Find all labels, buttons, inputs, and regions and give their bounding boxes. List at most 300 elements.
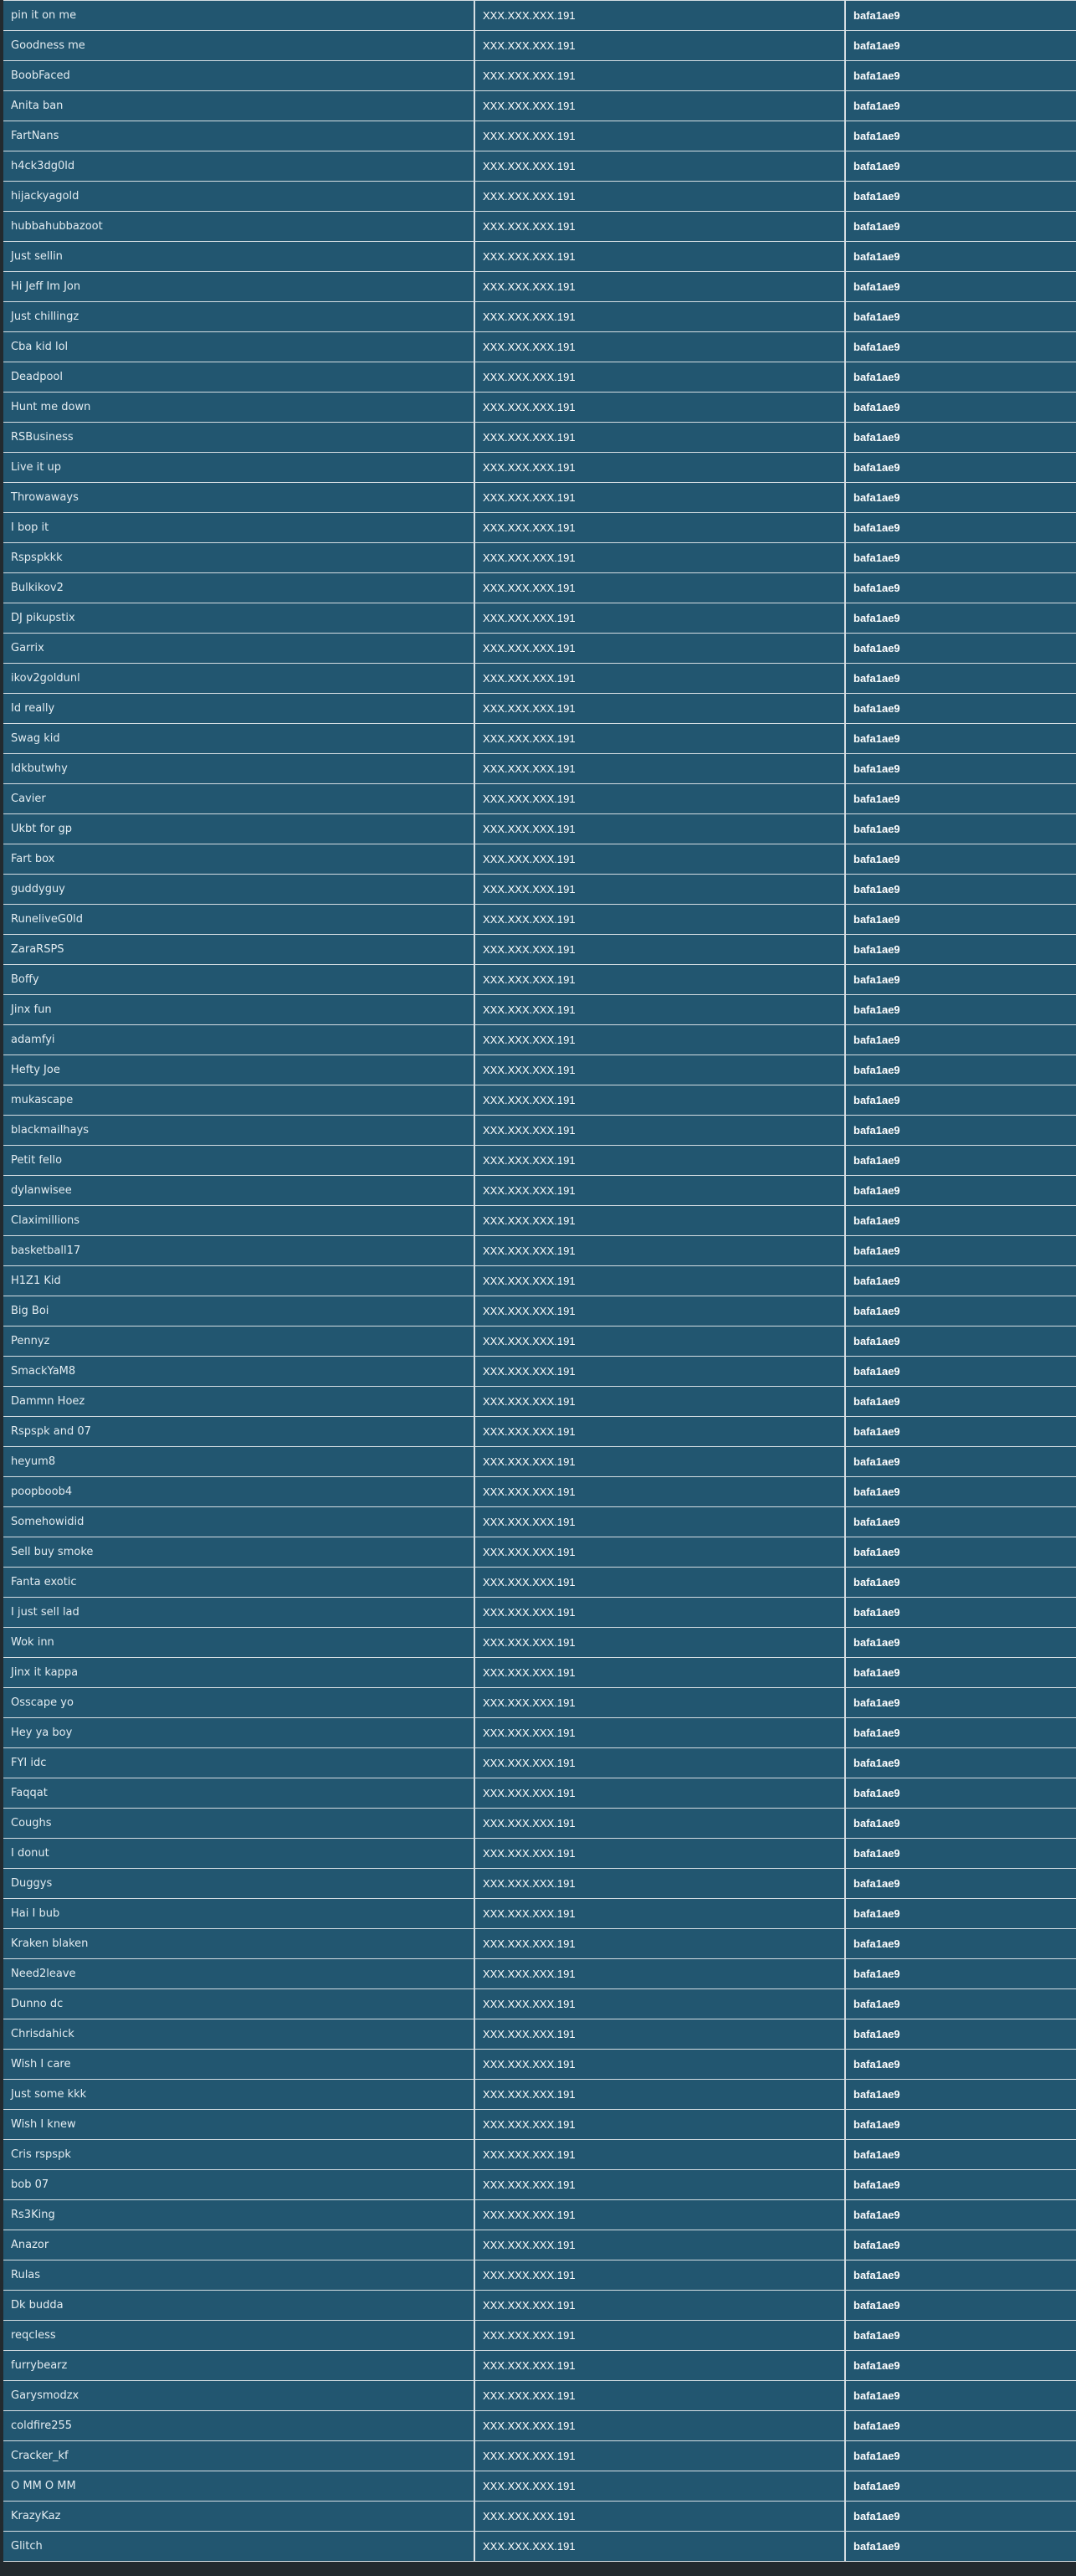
ip-address-cell: XXX.XXX.XXX.191 [474,1025,845,1055]
ip-address-cell: XXX.XXX.XXX.191 [474,1417,845,1447]
username-cell: Idkbutwhy [3,754,474,784]
ip-address-cell: XXX.XXX.XXX.191 [474,1778,845,1809]
username-cell: Hey ya boy [3,1718,474,1748]
username-cell: Anita ban [3,91,474,121]
hash-cell: bafa1ae9 [845,543,1076,573]
hash-cell: bafa1ae9 [845,2080,1076,2110]
ip-address-cell: XXX.XXX.XXX.191 [474,1296,845,1326]
table-row [3,2351,1076,2381]
ip-address-cell: XXX.XXX.XXX.191 [474,302,845,332]
username-cell: heyum8 [3,1447,474,1477]
hash-cell: bafa1ae9 [845,1598,1076,1628]
ip-address-cell: XXX.XXX.XXX.191 [474,1085,845,1116]
table-row [3,1748,1076,1778]
hash-cell: bafa1ae9 [845,1266,1076,1296]
table-row [3,2321,1076,2351]
table-row [3,965,1076,995]
hash-cell: bafa1ae9 [845,1447,1076,1477]
hash-cell: bafa1ae9 [845,2381,1076,2411]
ip-address-cell: XXX.XXX.XXX.191 [474,2200,845,2230]
ip-address-cell: XXX.XXX.XXX.191 [474,393,845,423]
username-cell: Wok inn [3,1628,474,1658]
hash-cell: bafa1ae9 [845,2140,1076,2170]
hash-cell: bafa1ae9 [845,1116,1076,1146]
username-cell: guddyguy [3,875,474,905]
ip-address-cell: XXX.XXX.XXX.191 [474,754,845,784]
ip-address-cell: XXX.XXX.XXX.191 [474,1568,845,1598]
table-row [3,1236,1076,1266]
username-cell: reqcless [3,2321,474,2351]
hash-cell: bafa1ae9 [845,242,1076,272]
ip-address-cell: XXX.XXX.XXX.191 [474,423,845,453]
hash-cell: bafa1ae9 [845,332,1076,362]
hash-cell: bafa1ae9 [845,664,1076,694]
username-cell: ZaraRSPS [3,935,474,965]
table-row [3,2170,1076,2200]
hash-cell: bafa1ae9 [845,2110,1076,2140]
username-cell: Cris rspspk [3,2140,474,2170]
ip-address-cell: XXX.XXX.XXX.191 [474,1989,845,2019]
hash-cell: bafa1ae9 [845,603,1076,634]
ip-address-cell: XXX.XXX.XXX.191 [474,1326,845,1357]
ip-address-cell: XXX.XXX.XXX.191 [474,1688,845,1718]
ip-address-cell: XXX.XXX.XXX.191 [474,1116,845,1146]
ip-address-cell: XXX.XXX.XXX.191 [474,1598,845,1628]
username-cell: Fart box [3,844,474,875]
username-cell: Garrix [3,634,474,664]
ip-address-cell: XXX.XXX.XXX.191 [474,875,845,905]
hash-cell: bafa1ae9 [845,754,1076,784]
username-cell: Fanta exotic [3,1568,474,1598]
table-row [3,1116,1076,1146]
table-row [3,905,1076,935]
username-cell: blackmailhays [3,1116,474,1146]
ip-address-cell: XXX.XXX.XXX.191 [474,1718,845,1748]
ip-address-cell: XXX.XXX.XXX.191 [474,2260,845,2291]
table-row [3,1989,1076,2019]
ip-address-cell: XXX.XXX.XXX.191 [474,2291,845,2321]
table-row [3,2502,1076,2532]
table-row [3,31,1076,61]
username-cell: Dammn Hoez [3,1387,474,1417]
ip-address-cell: XXX.XXX.XXX.191 [474,2080,845,2110]
username-cell: Bulkikov2 [3,573,474,603]
username-cell: Live it up [3,453,474,483]
hash-cell: bafa1ae9 [845,1085,1076,1116]
ip-address-cell: XXX.XXX.XXX.191 [474,664,845,694]
ip-address-cell: XXX.XXX.XXX.191 [474,1537,845,1568]
username-cell: Wish I care [3,2050,474,2080]
table-row [3,2050,1076,2080]
ip-address-cell: XXX.XXX.XXX.191 [474,634,845,664]
hash-cell: bafa1ae9 [845,2441,1076,2471]
username-cell: Garysmodzx [3,2381,474,2411]
ip-address-cell: XXX.XXX.XXX.191 [474,995,845,1025]
ip-address-cell: XXX.XXX.XXX.191 [474,151,845,182]
username-cell: H1Z1 Kid [3,1266,474,1296]
table-row [3,212,1076,242]
ip-address-cell: XXX.XXX.XXX.191 [474,2441,845,2471]
ip-address-cell: XXX.XXX.XXX.191 [474,1447,845,1477]
username-cell: Coughs [3,1809,474,1839]
table-row [3,2441,1076,2471]
username-cell: Claximillions [3,1206,474,1236]
ip-address-cell: XXX.XXX.XXX.191 [474,121,845,151]
hash-cell: bafa1ae9 [845,1,1076,31]
table-row [3,995,1076,1025]
username-cell: Rspspkkk [3,543,474,573]
ip-address-cell: XXX.XXX.XXX.191 [474,453,845,483]
table-row [3,875,1076,905]
ip-address-cell: XXX.XXX.XXX.191 [474,2532,845,2562]
hash-cell: bafa1ae9 [845,573,1076,603]
hash-cell: bafa1ae9 [845,31,1076,61]
ip-address-cell: XXX.XXX.XXX.191 [474,2321,845,2351]
hash-cell: bafa1ae9 [845,1929,1076,1959]
hash-cell: bafa1ae9 [845,2050,1076,2080]
ip-address-cell: XXX.XXX.XXX.191 [474,1658,845,1688]
table-row [3,724,1076,754]
username-cell: Rs3King [3,2200,474,2230]
hash-cell: bafa1ae9 [845,2411,1076,2441]
ip-address-cell: XXX.XXX.XXX.191 [474,1748,845,1778]
table-row [3,1778,1076,1809]
ip-address-cell: XXX.XXX.XXX.191 [474,2050,845,2080]
ip-address-cell: XXX.XXX.XXX.191 [474,1,845,31]
table-row [3,1718,1076,1748]
username-cell: Pennyz [3,1326,474,1357]
table-row [3,332,1076,362]
ip-address-cell: XXX.XXX.XXX.191 [474,91,845,121]
hash-cell: bafa1ae9 [845,935,1076,965]
ip-address-cell: XXX.XXX.XXX.191 [474,1055,845,1085]
username-cell: Glitch [3,2532,474,2562]
table-row [3,483,1076,513]
table-row [3,362,1076,393]
ip-address-cell: XXX.XXX.XXX.191 [474,1477,845,1507]
ip-address-cell: XXX.XXX.XXX.191 [474,965,845,995]
ip-address-cell: XXX.XXX.XXX.191 [474,242,845,272]
username-cell: pin it on me [3,1,474,31]
ip-address-cell: XXX.XXX.XXX.191 [474,483,845,513]
ip-address-cell: XXX.XXX.XXX.191 [474,1507,845,1537]
table-row [3,1809,1076,1839]
table-row [3,121,1076,151]
hash-cell: bafa1ae9 [845,1959,1076,1989]
username-cell: RSBusiness [3,423,474,453]
username-cell: Rspspk and 07 [3,1417,474,1447]
table-row [3,2411,1076,2441]
table-row [3,664,1076,694]
hash-cell: bafa1ae9 [845,1417,1076,1447]
table-row [3,2381,1076,2411]
username-cell: Hai I bub [3,1899,474,1929]
username-cell: Rulas [3,2260,474,2291]
table-row [3,1568,1076,1598]
table-row [3,1537,1076,1568]
hash-cell: bafa1ae9 [845,2170,1076,2200]
table-row [3,2260,1076,2291]
table-row [3,1839,1076,1869]
hash-cell: bafa1ae9 [845,2291,1076,2321]
username-cell: Just sellin [3,242,474,272]
ip-address-cell: XXX.XXX.XXX.191 [474,1357,845,1387]
username-cell: Hefty Joe [3,1055,474,1085]
hash-cell: bafa1ae9 [845,121,1076,151]
table-row [3,453,1076,483]
table-row [3,784,1076,814]
hash-cell: bafa1ae9 [845,272,1076,302]
ip-address-cell: XXX.XXX.XXX.191 [474,694,845,724]
table-row [3,393,1076,423]
ip-address-cell: XXX.XXX.XXX.191 [474,603,845,634]
table-row [3,91,1076,121]
username-cell: Just chillingz [3,302,474,332]
table-row [3,814,1076,844]
table-row [3,2200,1076,2230]
table-row [3,1959,1076,1989]
hash-cell: bafa1ae9 [845,844,1076,875]
table-row [3,754,1076,784]
ip-address-cell: XXX.XXX.XXX.191 [474,332,845,362]
table-row [3,1387,1076,1417]
username-cell: Cavier [3,784,474,814]
hash-cell: bafa1ae9 [845,61,1076,91]
table-row [3,603,1076,634]
table-row [3,694,1076,724]
ip-address-cell: XXX.XXX.XXX.191 [474,844,845,875]
username-cell: Big Boi [3,1296,474,1326]
hash-cell: bafa1ae9 [845,1236,1076,1266]
username-cell: Cba kid lol [3,332,474,362]
hash-cell: bafa1ae9 [845,2471,1076,2502]
username-cell: RuneliveG0ld [3,905,474,935]
username-cell: h4ck3dg0ld [3,151,474,182]
ip-address-cell: XXX.XXX.XXX.191 [474,1869,845,1899]
hash-cell: bafa1ae9 [845,1507,1076,1537]
username-cell: hubbahubbazoot [3,212,474,242]
table-row [3,1688,1076,1718]
ip-address-cell: XXX.XXX.XXX.191 [474,1206,845,1236]
username-cell: Cracker_kf [3,2441,474,2471]
hash-cell: bafa1ae9 [845,1778,1076,1809]
hash-cell: bafa1ae9 [845,1628,1076,1658]
username-cell: Kraken blaken [3,1929,474,1959]
ip-address-cell: XXX.XXX.XXX.191 [474,1266,845,1296]
ip-address-cell: XXX.XXX.XXX.191 [474,905,845,935]
username-cell: KrazyKaz [3,2502,474,2532]
hash-cell: bafa1ae9 [845,393,1076,423]
table-row [3,182,1076,212]
username-cell: SmackYaM8 [3,1357,474,1387]
table-row [3,2140,1076,2170]
username-cell: BoobFaced [3,61,474,91]
hash-cell: bafa1ae9 [845,1839,1076,1869]
hash-cell: bafa1ae9 [845,634,1076,664]
username-cell: Ukbt for gp [3,814,474,844]
table-row [3,1326,1076,1357]
table-row [3,1146,1076,1176]
hash-cell: bafa1ae9 [845,2321,1076,2351]
hash-cell: bafa1ae9 [845,1206,1076,1236]
hash-cell: bafa1ae9 [845,513,1076,543]
ip-address-cell: XXX.XXX.XXX.191 [474,2381,845,2411]
username-cell: Dunno dc [3,1989,474,2019]
hash-cell: bafa1ae9 [845,1688,1076,1718]
ip-address-cell: XXX.XXX.XXX.191 [474,182,845,212]
hash-cell: bafa1ae9 [845,694,1076,724]
username-cell: adamfyi [3,1025,474,1055]
username-cell: Chrisdahick [3,2019,474,2050]
ip-address-cell: XXX.XXX.XXX.191 [474,362,845,393]
username-cell: Petit fello [3,1146,474,1176]
table-row [3,2080,1076,2110]
username-cell: coldfire255 [3,2411,474,2441]
username-cell: DJ pikupstix [3,603,474,634]
table-row [3,573,1076,603]
username-cell: Goodness me [3,31,474,61]
username-cell: Swag kid [3,724,474,754]
table-row [3,1266,1076,1296]
table-row [3,2019,1076,2050]
ip-address-cell: XXX.XXX.XXX.191 [474,935,845,965]
hash-cell: bafa1ae9 [845,1146,1076,1176]
hash-cell: bafa1ae9 [845,453,1076,483]
hash-cell: bafa1ae9 [845,1477,1076,1507]
hash-cell: bafa1ae9 [845,784,1076,814]
hash-cell: bafa1ae9 [845,1568,1076,1598]
hash-cell: bafa1ae9 [845,814,1076,844]
ip-address-cell: XXX.XXX.XXX.191 [474,272,845,302]
table-row [3,2532,1076,2562]
table-row [3,302,1076,332]
table-row [3,1,1076,31]
table-row [3,1055,1076,1085]
hash-cell: bafa1ae9 [845,1989,1076,2019]
ip-address-cell: XXX.XXX.XXX.191 [474,1628,845,1658]
table-row [3,1206,1076,1236]
hash-cell: bafa1ae9 [845,1809,1076,1839]
ip-address-cell: XXX.XXX.XXX.191 [474,1146,845,1176]
username-cell: I bop it [3,513,474,543]
username-cell: Id really [3,694,474,724]
username-cell: Hunt me down [3,393,474,423]
hash-cell: bafa1ae9 [845,2532,1076,2562]
username-cell: I donut [3,1839,474,1869]
hash-cell: bafa1ae9 [845,1055,1076,1085]
table-row [3,1357,1076,1387]
hash-cell: bafa1ae9 [845,905,1076,935]
username-cell: ikov2goldunl [3,664,474,694]
accounts-table [3,0,1076,2562]
hash-cell: bafa1ae9 [845,182,1076,212]
ip-address-cell: XXX.XXX.XXX.191 [474,1959,845,1989]
ip-address-cell: XXX.XXX.XXX.191 [474,814,845,844]
username-cell: Anazor [3,2230,474,2260]
hash-cell: bafa1ae9 [845,724,1076,754]
ip-address-cell: XXX.XXX.XXX.191 [474,2351,845,2381]
ip-address-cell: XXX.XXX.XXX.191 [474,1387,845,1417]
hash-cell: bafa1ae9 [845,1025,1076,1055]
accounts-table-body [3,1,1076,2562]
table-row [3,2230,1076,2260]
username-cell: Boffy [3,965,474,995]
table-row [3,1929,1076,1959]
ip-address-cell: XXX.XXX.XXX.191 [474,2411,845,2441]
ip-address-cell: XXX.XXX.XXX.191 [474,724,845,754]
table-row [3,423,1076,453]
hash-cell: bafa1ae9 [845,423,1076,453]
username-cell: I just sell lad [3,1598,474,1628]
hash-cell: bafa1ae9 [845,1899,1076,1929]
hash-cell: bafa1ae9 [845,1176,1076,1206]
table-row [3,1025,1076,1055]
username-cell: Somehowidid [3,1507,474,1537]
username-cell: Jinx it kappa [3,1658,474,1688]
ip-address-cell: XXX.XXX.XXX.191 [474,1929,845,1959]
hash-cell: bafa1ae9 [845,302,1076,332]
table-row [3,634,1076,664]
ip-address-cell: XXX.XXX.XXX.191 [474,2230,845,2260]
table-row [3,1417,1076,1447]
table-row [3,844,1076,875]
ip-address-cell: XXX.XXX.XXX.191 [474,2110,845,2140]
table-row [3,935,1076,965]
username-cell: FartNans [3,121,474,151]
table-row [3,2110,1076,2140]
ip-address-cell: XXX.XXX.XXX.191 [474,1809,845,1839]
table-row [3,543,1076,573]
ip-address-cell: XXX.XXX.XXX.191 [474,1839,845,1869]
table-row [3,1628,1076,1658]
hash-cell: bafa1ae9 [845,2019,1076,2050]
hash-cell: bafa1ae9 [845,2230,1076,2260]
username-cell: O MM O MM [3,2471,474,2502]
username-cell: Wish I knew [3,2110,474,2140]
table-row [3,1869,1076,1899]
ip-address-cell: XXX.XXX.XXX.191 [474,31,845,61]
username-cell: FYI idc [3,1748,474,1778]
username-cell: dylanwisee [3,1176,474,1206]
table-row [3,1296,1076,1326]
hash-cell: bafa1ae9 [845,483,1076,513]
ip-address-cell: XXX.XXX.XXX.191 [474,2140,845,2170]
ip-address-cell: XXX.XXX.XXX.191 [474,1899,845,1929]
table-row [3,61,1076,91]
username-cell: Hi Jeff Im Jon [3,272,474,302]
ip-address-cell: XXX.XXX.XXX.191 [474,212,845,242]
table-row [3,272,1076,302]
username-cell: Jinx fun [3,995,474,1025]
table-row [3,513,1076,543]
username-cell: Just some kkk [3,2080,474,2110]
hash-cell: bafa1ae9 [845,151,1076,182]
hash-cell: bafa1ae9 [845,91,1076,121]
hash-cell: bafa1ae9 [845,1357,1076,1387]
username-cell: Deadpool [3,362,474,393]
ip-address-cell: XXX.XXX.XXX.191 [474,543,845,573]
username-cell: mukascape [3,1085,474,1116]
hash-cell: bafa1ae9 [845,1296,1076,1326]
hash-cell: bafa1ae9 [845,2351,1076,2381]
table-row [3,1176,1076,1206]
username-cell: Osscape yo [3,1688,474,1718]
ip-address-cell: XXX.XXX.XXX.191 [474,2502,845,2532]
ip-address-cell: XXX.XXX.XXX.191 [474,1176,845,1206]
table-row [3,1899,1076,1929]
hash-cell: bafa1ae9 [845,2200,1076,2230]
table-row [3,1658,1076,1688]
